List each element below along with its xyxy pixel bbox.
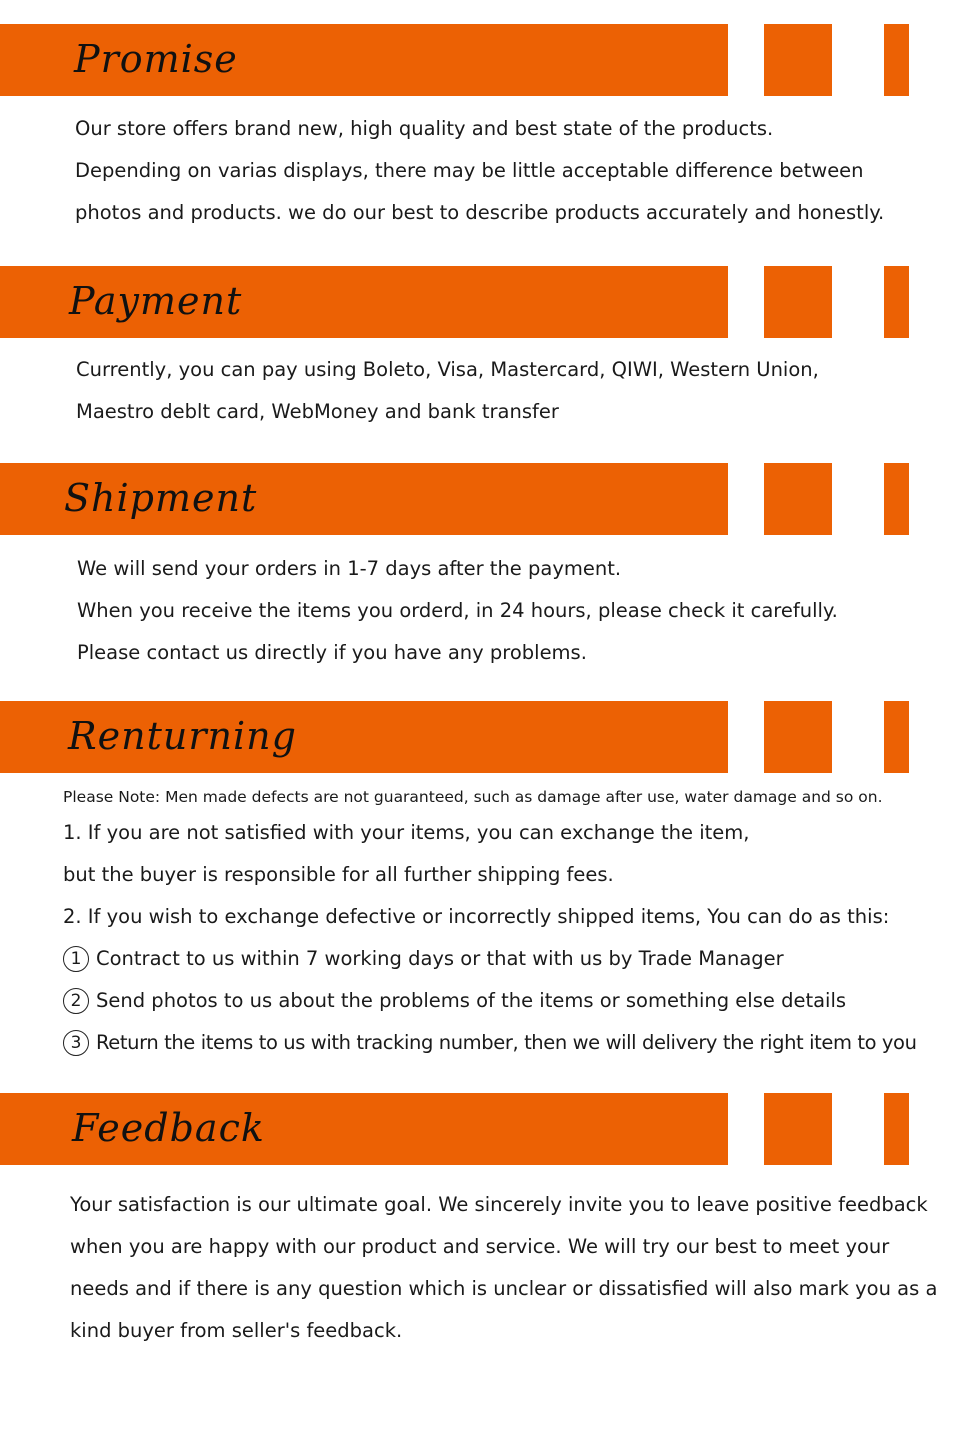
feedback-line: when you are happy with our product and service. We will try our best to meet your: [70, 1235, 890, 1258]
payment-line: Currently, you can pay using Boleto, Visa, Mastercard, QIWI, Western Union,: [76, 358, 819, 381]
shipment-text: [77, 548, 838, 674]
feedback-line: needs and if there is any question which is unclear or dissatisfied will also mark you as a: [70, 1277, 938, 1300]
shipment-header-band: [0, 463, 960, 535]
header-thin-block: [884, 24, 909, 96]
header-square-block: [764, 463, 832, 535]
header-square-block: [764, 1093, 832, 1165]
returning-line: 2. If you wish to exchange defective or incorrectly shipped items, You can do as this:: [63, 905, 890, 928]
returning-step: [63, 1022, 917, 1064]
payment-text: [76, 349, 819, 433]
returning-step-text: Send photos to us about the problems of the items or something else details: [96, 989, 847, 1012]
returning-line: but the buyer is responsible for all further shipping fees.: [63, 863, 614, 886]
returning-text: [63, 782, 917, 1064]
shipment-title: Shipment: [64, 476, 258, 520]
shipment-line: Please contact us directly if you have any problems.: [77, 641, 587, 664]
payment-line: Maestro deblt card, WebMoney and bank transfer: [76, 400, 559, 423]
feedback-text: [70, 1184, 937, 1352]
returning-step-text: Contract to us within 7 working days or that with us by Trade Manager: [96, 947, 784, 970]
promise-title: Promise: [74, 37, 238, 81]
promise-line: Depending on varias displays, there may be little acceptable difference between: [75, 159, 864, 182]
returning-step: [63, 938, 917, 980]
returning-header-band: [0, 701, 960, 773]
promise-text: [75, 108, 884, 234]
shipment-line: When you receive the items you orderd, in 24 hours, please check it carefully.: [77, 599, 838, 622]
header-square-block: [764, 266, 832, 338]
returning-line: 1. If you are not satisfied with your items, you can exchange the item,: [63, 821, 750, 844]
header-thin-block: [884, 463, 909, 535]
header-square-block: [764, 701, 832, 773]
feedback-header-band: [0, 1093, 960, 1165]
header-thin-block: [884, 266, 909, 338]
header-thin-block: [884, 701, 909, 773]
promise-header-band: [0, 24, 960, 96]
promise-line: photos and products. we do our best to describe products accurately and honestly.: [75, 201, 885, 224]
circled-number-2: 2: [63, 988, 89, 1014]
returning-title: Renturning: [68, 714, 297, 758]
feedback-line: Your satisfaction is our ultimate goal. We sincerely invite you to leave positive feedback: [70, 1193, 928, 1216]
feedback-line: kind buyer from seller's feedback.: [70, 1319, 403, 1342]
shipment-line: We will send your orders in 1-7 days after the payment.: [77, 557, 622, 580]
returning-step: [63, 980, 917, 1022]
circled-number-1: 1: [63, 946, 89, 972]
circled-number-3: 3: [63, 1030, 89, 1056]
payment-header-band: [0, 266, 960, 338]
header-square-block: [764, 24, 832, 96]
returning-step-text: Return the items to us with tracking number, then we will delivery the right item to you: [96, 1031, 917, 1054]
feedback-title: Feedback: [72, 1106, 265, 1150]
returning-note: Please Note: Men made defects are not guaranteed, such as damage after use, water damage and so on.: [63, 788, 883, 806]
promise-line: Our store offers brand new, high quality and best state of the products.: [75, 117, 774, 140]
header-thin-block: [884, 1093, 909, 1165]
payment-title: Payment: [69, 279, 243, 323]
